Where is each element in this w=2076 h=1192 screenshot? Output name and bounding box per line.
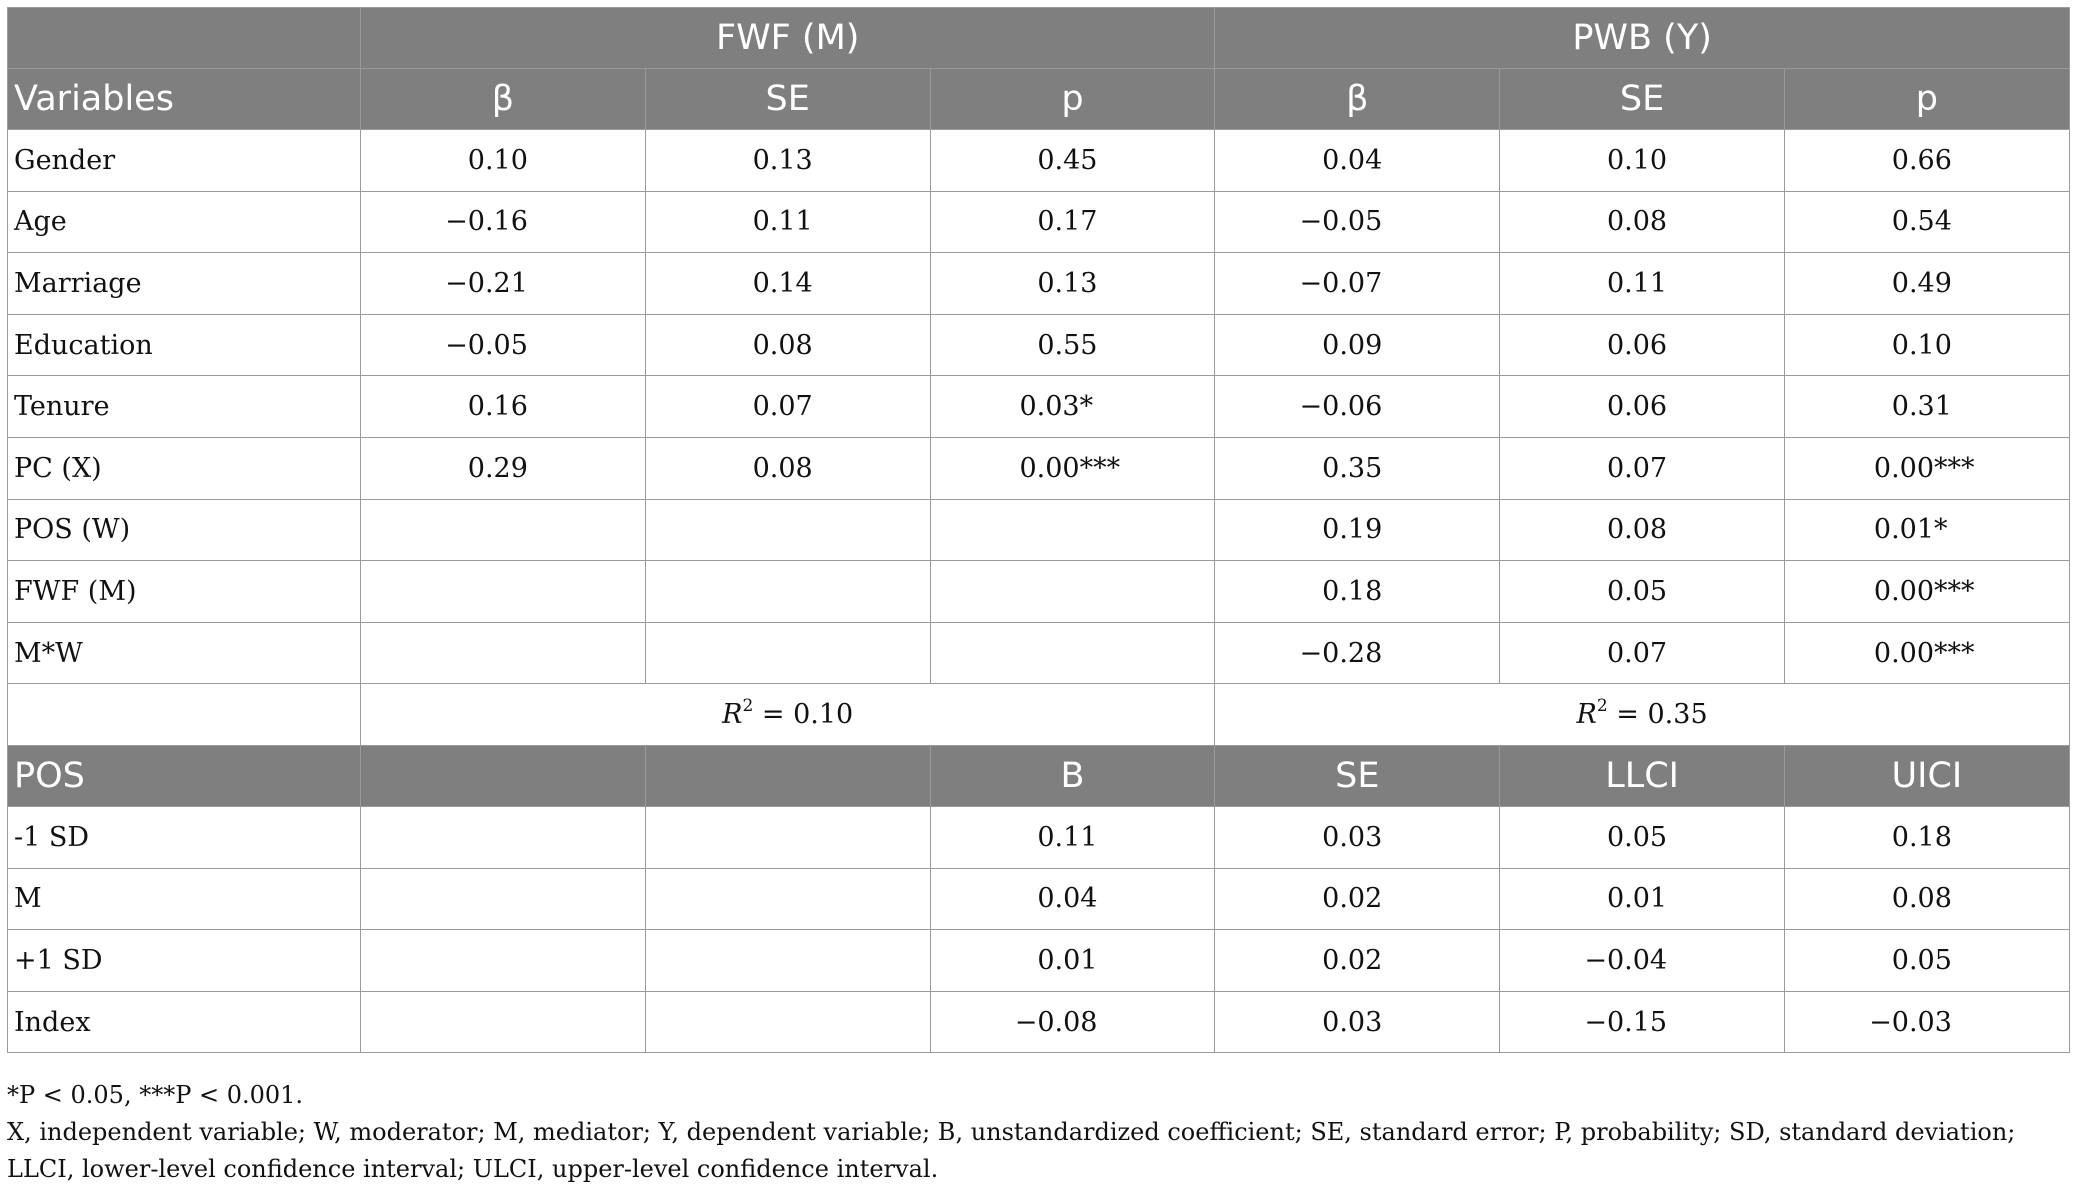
table-row (8, 806, 2070, 868)
cell-value: 0.66 (1891, 144, 1952, 176)
cell-value: −0.04 (1584, 944, 1668, 976)
cell-value: 0.02 (1322, 883, 1383, 915)
cell-value: 0.13 (1037, 267, 1098, 299)
table-cell (1784, 930, 2069, 992)
table-cell (930, 561, 1215, 623)
table-row (8, 191, 2070, 253)
cell-value: 0.03* (1019, 391, 1094, 423)
table-cell (645, 130, 930, 192)
table-cell (645, 191, 930, 253)
cell-value: 0.08 (752, 452, 813, 484)
r-squared-label-cell (8, 684, 361, 746)
cell-value: 0.00*** (1873, 637, 1975, 669)
table-cell (1784, 868, 2069, 930)
table-cell (645, 314, 930, 376)
table-cell (1215, 991, 1500, 1053)
cell-value: 0.18 (1891, 821, 1952, 853)
cell-value: 0.35 (1322, 452, 1383, 484)
table-row (8, 437, 2070, 499)
table-cell (930, 499, 1215, 561)
cell-value: 0.29 (467, 452, 528, 484)
cell-value: 0.19 (1322, 514, 1383, 546)
table-cell (1784, 253, 2069, 315)
cell-value: 0.01* (1873, 514, 1948, 546)
group-header-row (8, 8, 2070, 69)
cell-value: 0.11 (1037, 821, 1098, 853)
table-cell (645, 561, 930, 623)
cell-value: 0.08 (1606, 206, 1668, 238)
table-cell (1784, 806, 2069, 868)
cell-value: −0.05 (1299, 206, 1383, 238)
table-cell (645, 376, 930, 438)
cell-value: 0.04 (1322, 144, 1383, 176)
table-cell (930, 191, 1215, 253)
cell-value: 0.10 (467, 144, 528, 176)
cell-value: 0.05 (1891, 944, 1952, 976)
section2-column-header (645, 745, 930, 806)
row-label: Education (8, 314, 361, 376)
table-cell (1784, 314, 2069, 376)
table-cell (1500, 499, 1785, 561)
cell-value: −0.28 (1299, 637, 1383, 669)
table-cell (361, 868, 646, 930)
r-value: = 0.35 (1607, 699, 1708, 731)
table-cell (645, 253, 930, 315)
column-header: p (930, 69, 1215, 130)
table-cell (1784, 191, 2069, 253)
table-cell (1215, 561, 1500, 623)
table-cell (361, 499, 646, 561)
table-row (8, 314, 2070, 376)
table-cell (361, 437, 646, 499)
table-row (8, 930, 2070, 992)
r-value: = 0.10 (753, 699, 854, 731)
table-cell (1215, 868, 1500, 930)
table-cell (930, 806, 1215, 868)
cell-value: 0.14 (752, 267, 813, 299)
table-cell (645, 930, 930, 992)
cell-value: −0.08 (1014, 1006, 1098, 1038)
cell-value: 0.02 (1322, 944, 1383, 976)
table-row (8, 622, 2070, 684)
column-header-variables: Variables (8, 69, 361, 130)
table-cell (930, 130, 1215, 192)
cell-value: 0.11 (1606, 267, 1668, 299)
row-label: POS (W) (8, 499, 361, 561)
table-cell (930, 868, 1215, 930)
table-cell (1215, 622, 1500, 684)
cell-value: 0.07 (1606, 637, 1668, 669)
cell-value: 0.01 (1037, 944, 1098, 976)
cell-value: 0.03 (1322, 821, 1383, 853)
cell-value: 0.00*** (1019, 452, 1121, 484)
table-cell (930, 991, 1215, 1053)
cell-value: 0.13 (752, 144, 813, 176)
table-cell (1215, 806, 1500, 868)
table-cell (1784, 376, 2069, 438)
cell-value: 0.08 (1891, 883, 1952, 915)
cell-value: 0.45 (1037, 144, 1098, 176)
cell-value: 0.55 (1037, 329, 1098, 361)
table-cell (930, 376, 1215, 438)
cell-value: 0.07 (752, 391, 813, 423)
cell-value: 0.03 (1322, 1006, 1383, 1038)
section2-header-label: POS (8, 745, 361, 806)
cell-value: 0.49 (1891, 267, 1952, 299)
table-cell (930, 437, 1215, 499)
table-cell (645, 622, 930, 684)
r-squared-value (1215, 684, 2069, 746)
table-cell (1215, 130, 1500, 192)
row-label: M (8, 868, 361, 930)
cell-value: −0.16 (445, 206, 528, 238)
r-squared-row (8, 684, 2070, 746)
column-header: SE (1500, 69, 1785, 130)
column-header: β (361, 69, 646, 130)
section2-column-header: LLCI (1500, 745, 1785, 806)
group-header-pwb: PWB (Y) (1215, 8, 2069, 69)
row-label: Gender (8, 130, 361, 192)
table-cell (361, 314, 646, 376)
significance-note: *P < 0.05, ***P < 0.001. (7, 1081, 304, 1109)
row-label: +1 SD (8, 930, 361, 992)
cell-value: 0.11 (752, 206, 813, 238)
table-cell (1500, 191, 1785, 253)
r-squared-value (361, 684, 1215, 746)
table-row (8, 499, 2070, 561)
cell-value: 0.04 (1037, 883, 1098, 915)
table-cell (645, 806, 930, 868)
empty-header-cell (8, 8, 361, 69)
abbreviations-note: X, independent variable; W, moderator; M, mediator; Y, dependent variable; B, unstandardized coefficient; SE, standard error; P, probability; SD, standard deviation; LLCI, lower-level confidence interval; ULCI, upper-level confidence interval. (7, 1118, 2016, 1183)
table-cell (1784, 437, 2069, 499)
cell-value: 0.01 (1606, 883, 1668, 915)
cell-value: −0.05 (445, 329, 528, 361)
table-cell (1500, 806, 1785, 868)
cell-value: 0.00*** (1873, 452, 1975, 484)
table-row (8, 868, 2070, 930)
r-exponent: 2 (742, 696, 754, 717)
table-cell (1215, 437, 1500, 499)
table-row (8, 561, 2070, 623)
table-cell (1500, 930, 1785, 992)
cell-value: 0.31 (1891, 391, 1952, 423)
table-cell (1215, 191, 1500, 253)
table-cell (1500, 130, 1785, 192)
column-header-row (8, 69, 2070, 130)
table-container (7, 7, 2069, 1053)
table-cell (361, 561, 646, 623)
table-cell (361, 191, 646, 253)
cell-value: −0.03 (1869, 1006, 1952, 1038)
table-cell (361, 930, 646, 992)
table-cell (1215, 253, 1500, 315)
table-cell (1784, 130, 2069, 192)
cell-value: 0.54 (1891, 206, 1952, 238)
row-label: Marriage (8, 253, 361, 315)
table-cell (1215, 930, 1500, 992)
column-header: SE (645, 69, 930, 130)
cell-value: 0.05 (1606, 575, 1668, 607)
row-label: Index (8, 991, 361, 1053)
table-cell (930, 622, 1215, 684)
cell-value: 0.05 (1606, 821, 1668, 853)
cell-value: 0.06 (1606, 391, 1668, 423)
table-row (8, 376, 2070, 438)
section2-column-header: B (930, 745, 1215, 806)
row-label: FWF (M) (8, 561, 361, 623)
cell-value: 0.17 (1037, 206, 1098, 238)
column-header: β (1215, 69, 1500, 130)
table-cell (1500, 868, 1785, 930)
table-cell (645, 991, 930, 1053)
table-row (8, 130, 2070, 192)
table-cell (930, 253, 1215, 315)
table-cell (361, 376, 646, 438)
table-cell (645, 437, 930, 499)
table-cell (645, 499, 930, 561)
row-label: -1 SD (8, 806, 361, 868)
section2-column-header (361, 745, 646, 806)
table-row (8, 253, 2070, 315)
cell-value: 0.06 (1606, 329, 1668, 361)
table-cell (1500, 376, 1785, 438)
table-cell (1500, 314, 1785, 376)
table-cell (1784, 561, 2069, 623)
table-cell (1500, 253, 1785, 315)
table-cell (930, 930, 1215, 992)
results-table (7, 7, 2070, 1053)
cell-value: 0.10 (1891, 329, 1952, 361)
table-row (8, 991, 2070, 1053)
table-cell (930, 314, 1215, 376)
table-cell (1215, 499, 1500, 561)
table-cell (1215, 376, 1500, 438)
cell-value: 0.10 (1606, 144, 1668, 176)
table-cell (361, 806, 646, 868)
table-cell (1500, 991, 1785, 1053)
cell-value: 0.08 (752, 329, 813, 361)
cell-value: 0.16 (467, 391, 528, 423)
table-notes (7, 1077, 2069, 1188)
cell-value: −0.21 (445, 267, 528, 299)
table-cell (1500, 561, 1785, 623)
table-cell (1215, 314, 1500, 376)
table-cell (1500, 622, 1785, 684)
table-cell (361, 253, 646, 315)
section2-column-header: SE (1215, 745, 1500, 806)
section2-column-header: UICI (1784, 745, 2069, 806)
table-cell (645, 868, 930, 930)
table-cell (361, 130, 646, 192)
section2-header-row (8, 745, 2070, 806)
table-cell (361, 622, 646, 684)
table-cell (1784, 622, 2069, 684)
cell-value: 0.00*** (1873, 575, 1975, 607)
row-label: PC (X) (8, 437, 361, 499)
column-header: p (1784, 69, 2069, 130)
cell-value: −0.06 (1299, 391, 1383, 423)
row-label: M*W (8, 622, 361, 684)
group-header-fwf: FWF (M) (361, 8, 1215, 69)
table-cell (361, 991, 646, 1053)
cell-value: 0.07 (1606, 452, 1668, 484)
row-label: Tenure (8, 376, 361, 438)
r-symbol: R (1576, 699, 1597, 731)
cell-value: −0.07 (1299, 267, 1383, 299)
r-symbol: R (722, 699, 743, 731)
cell-value: 0.09 (1322, 329, 1383, 361)
cell-value: 0.08 (1606, 514, 1668, 546)
r-exponent: 2 (1596, 696, 1608, 717)
table-cell (1784, 499, 2069, 561)
table-cell (1500, 437, 1785, 499)
row-label: Age (8, 191, 361, 253)
table-cell (1784, 991, 2069, 1053)
cell-value: 0.18 (1322, 575, 1383, 607)
cell-value: −0.15 (1584, 1006, 1668, 1038)
